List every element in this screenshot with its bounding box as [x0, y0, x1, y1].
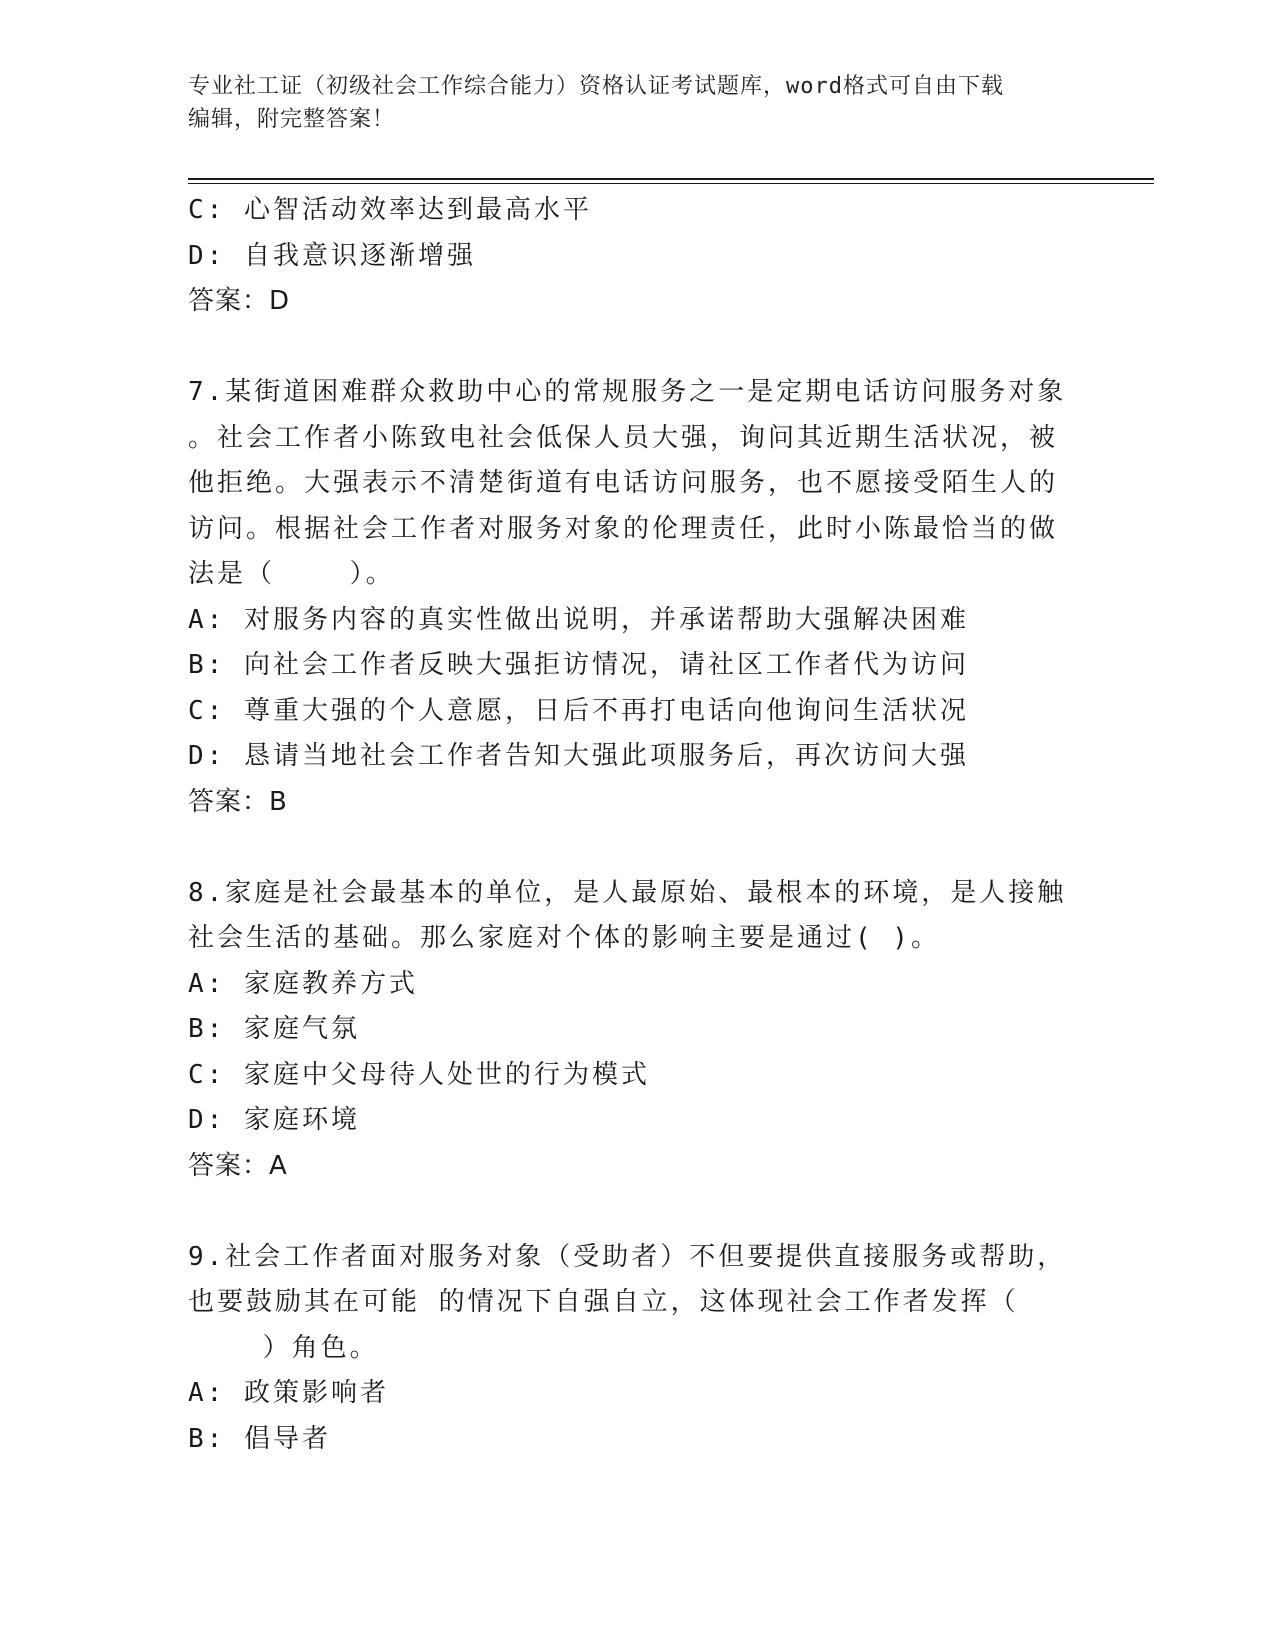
question-stem-line: 法是（ ）。	[188, 559, 395, 589]
question-stem-line: 也要鼓励其在可能 的情况下自强自立，这体现社会工作者发挥（	[188, 1287, 1019, 1317]
spacer	[188, 825, 1088, 871]
question-stem-line: ）角色。	[188, 1332, 379, 1363]
header-line-2: 编辑，附完整答案！	[188, 107, 396, 132]
option-c: C: 尊重大强的个人意愿，日后不再打电话向他询问生活状况	[188, 695, 969, 726]
answer-line: 答案：D	[188, 286, 291, 316]
header-rule-thin	[188, 183, 1154, 184]
option-a: A: 家庭教养方式	[188, 968, 418, 999]
option-d: D: 自我意识逐渐增强	[188, 240, 476, 271]
spacer	[188, 325, 1088, 371]
option-d: D: 恳请当地社会工作者告知大强此项服务后，再次访问大强	[188, 741, 969, 771]
question-8	[188, 871, 1088, 1190]
option-a: A: 对服务内容的真实性做出说明，并承诺帮助大强解决困难	[188, 604, 969, 635]
option-b: B: 家庭气氛	[188, 1014, 360, 1044]
question-stem-line: 9.社会工作者面对服务对象（受助者）不但要提供直接服务或帮助，	[188, 1241, 1067, 1272]
option-a: A: 政策影响者	[188, 1378, 389, 1408]
question-6-tail	[188, 188, 1088, 325]
header-rule-thick	[188, 178, 1154, 180]
question-stem-line: 访问。根据社会工作者对服务对象的伦理责任，此时小陈最恰当的做	[188, 513, 1059, 544]
option-c: C: 家庭中父母待人处世的行为模式	[188, 1059, 650, 1090]
question-stem-line: 7.某街道困难群众救助中心的常规服务之一是定期电话访问服务对象	[188, 377, 1067, 407]
page-header	[188, 70, 1088, 136]
header-line-1: 专业社工证（初级社会工作综合能力）资格认证考试题库，word格式可自由下载	[188, 74, 1004, 99]
question-7	[188, 370, 1088, 825]
option-b: B: 向社会工作者反映大强拒访情况，请社区工作者代为访问	[188, 650, 969, 680]
question-stem-line: 他拒绝。大强表示不清楚街道有电话访问服务，也不愿接受陌生人的	[188, 468, 1059, 498]
option-c: C: 心智活动效率达到最高水平	[188, 195, 592, 225]
option-b: B: 倡导者	[188, 1423, 331, 1454]
question-stem-line: 社会生活的基础。那么家庭对个体的影响主要是通过( )。	[188, 923, 940, 953]
answer-line: 答案：A	[188, 1150, 288, 1181]
question-stem-line: 。社会工作者小陈致电社会低保人员大强，询问其近期生活状况，被	[188, 422, 1059, 453]
question-content	[188, 188, 1088, 1462]
spacer	[188, 1189, 1088, 1235]
option-d: D: 家庭环境	[188, 1105, 360, 1135]
question-9	[188, 1235, 1088, 1463]
question-stem-line: 8.家庭是社会最基本的单位，是人最原始、最根本的环境，是人接触	[188, 877, 1067, 908]
answer-line: 答案：B	[188, 786, 288, 817]
